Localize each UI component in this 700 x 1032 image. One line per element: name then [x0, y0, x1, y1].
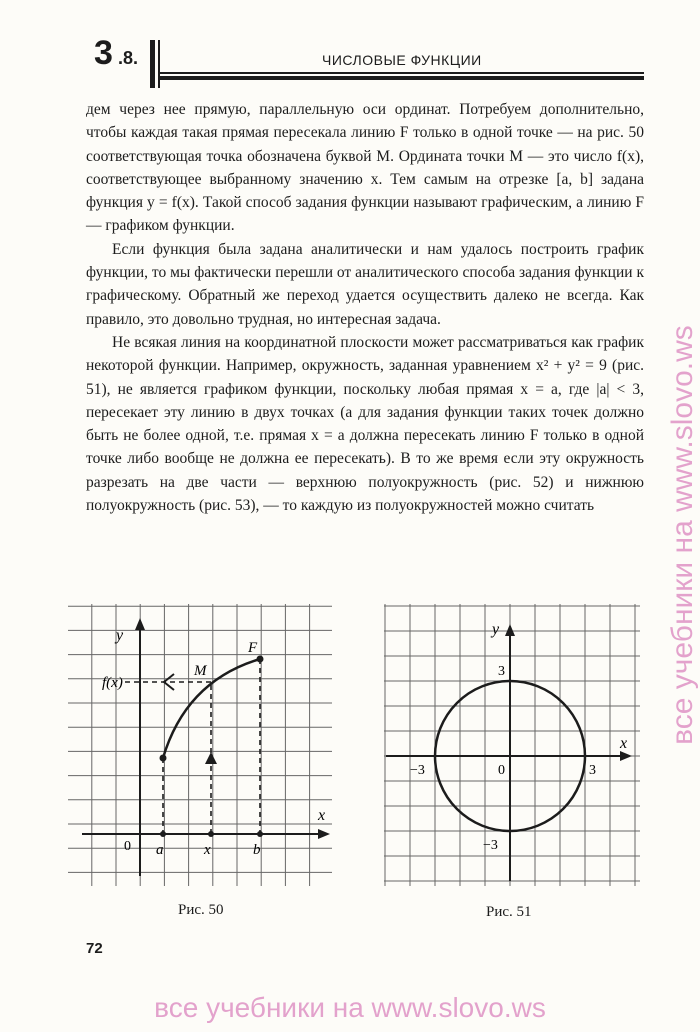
grid [384, 604, 640, 886]
y-axis-label: y [116, 627, 124, 644]
point-start [160, 755, 167, 762]
section-number: 3 [94, 34, 112, 72]
header-rule [158, 72, 644, 74]
paragraph: Если функция была задана аналитически и нам удалось построить график функции, то мы фактически перешли от аналитического способа задания функции к графическому. Обратный же переход удается осуществить далеко не всегда. Как правило, это довольно трудная, но интересная задача. [86, 240, 644, 328]
x-axis-label: x [620, 735, 628, 752]
y-axis-label: y [492, 621, 500, 638]
y-axis-arrow [135, 618, 145, 630]
watermark-side: все учебники на www.slovo.ws [666, 325, 699, 745]
point-F [257, 656, 264, 663]
point-a [160, 831, 166, 837]
figure-50 [60, 596, 340, 896]
x-axis-arrow [318, 829, 330, 839]
x-axis-label: x [318, 807, 326, 824]
header-rule-thick [158, 76, 644, 80]
page-header [86, 30, 642, 80]
paragraph: дем через нее прямую, параллельную оси ординат. Потребуем дополнительно, чтобы каждая такая прямая пересекала линию F только в одной точке — на рис. 50 соответствующая точка обозначена буквой M. Ордината точки M — это число f(x), соответствующее выбранному значению x. Тем самым на отрезке [a, b] задана функция y = f(x). Такой способ задания функции называют графическим, а линию F — графиком функции. [86, 101, 644, 235]
tick-label-neg3-y: −3 [483, 838, 498, 853]
running-title: ЧИСЛОВЫЕ ФУНКЦИИ [322, 52, 482, 68]
x-mark-label: x [204, 842, 211, 858]
x-axis-arrow [620, 751, 632, 761]
b-label: b [253, 842, 261, 858]
tick-label-neg3-x: −3 [410, 763, 425, 778]
a-label: a [156, 842, 164, 858]
F-label: F [248, 640, 258, 656]
origin-label: 0 [124, 839, 131, 854]
page-number: 72 [86, 940, 103, 957]
grid [68, 604, 332, 886]
header-bar-thin [158, 40, 160, 88]
point-b [257, 831, 263, 837]
section-suffix: .8. [118, 48, 139, 68]
header-bar [150, 40, 155, 88]
body-text [86, 98, 644, 517]
watermark-bottom: все учебники на www.slovo.ws [154, 992, 546, 1023]
caption-fig-51: Рис. 51 [486, 904, 532, 920]
point-x [208, 831, 214, 837]
figure-51 [378, 596, 650, 896]
fx-label: f(x) [102, 675, 123, 691]
caption-fig-50: Рис. 50 [178, 902, 224, 918]
y-axis-arrow [505, 624, 515, 636]
paragraph: Не всякая линия на координатной плоскости может рассматриваться как график некоторой функции. Например, окружность, заданная уравнением x² + y² = 9 (рис. 51), не является графиком функции, поскольку любая прямая x = a, где |a| < 3, пересекает эту линию в двух точках (а для задания функции таких точек должно быть не более одной, т.е. прямая x = a должна пересекать линию F только в одной точке либо вообще не должна ее пересекать). В то же время если эту окружность разрезать на две части — верхнюю полуокружность (рис. 52) и нижнюю полуокружность (рис. 53), — то каждую из полуокружностей можно считать [86, 333, 644, 515]
origin-label: 0 [498, 763, 505, 778]
up-arrow [205, 752, 217, 764]
tick-label-3-y: 3 [498, 664, 505, 679]
M-label: M [194, 663, 207, 679]
tick-label-3-x: 3 [589, 763, 596, 778]
